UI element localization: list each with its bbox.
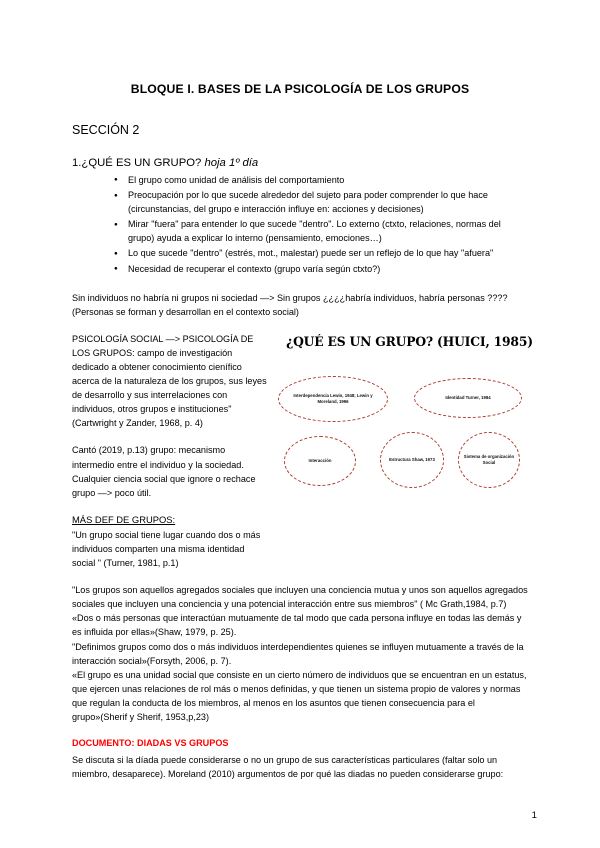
definition-turner: "Un grupo social tiene lugar cuando dos o más individuos comparten una misma identidad social " (Turner, 1981, p.1) <box>72 529 261 569</box>
diagram-node-label: Interacción <box>308 457 332 463</box>
list-item: ● Necesidad de recuperar el contexto (grupo varía según ctxto?) <box>114 263 528 277</box>
figure-title: ¿QUÉ ES UN GRUPO? (HUICI, 1985) <box>286 333 533 350</box>
question-heading-text: 1.¿QUÉ ES UN GRUPO? <box>72 156 202 169</box>
definition-shaw: «Dos o más personas que interactúan mutuamente de tal modo que cada persona influye en todas las demás y es influida por ellas»(Shaw, 1979, p. 25). <box>72 613 522 638</box>
diagram-node-estructura <box>380 432 444 488</box>
paragraph-canto: Cantó (2019, p.13) grupo: mecanismo intermedio entre el individuo y la sociedad. Cualquier ciencia social que ignore o rechace grupo —> poco útil. <box>72 445 256 498</box>
documento-body: Se discuta si la díada puede considerarse o no un grupo de sus características particulares (faltar solo un miembro, desaparece). Moreland (2010) argumentos de por qué las diadas no pueden considerarse grupo: <box>72 754 504 779</box>
figure-diagram <box>276 364 528 492</box>
list-item: ● Lo que sucede "dentro" (estrés, mot., malestar) puede ser un reflejo de lo que hay "afuera" <box>114 247 528 261</box>
bullet-list <box>72 174 528 277</box>
page-number: 1 <box>531 810 537 821</box>
paragraph-sin-individuos: Sin individuos no habría ni grupos ni sociedad —> Sin grupos ¿¿¿¿habría individuos, habría personas ????(Personas se forman y desarrollan en el contexto social) <box>72 292 508 317</box>
diagram-node-interaccion <box>284 436 356 486</box>
list-item: ● El grupo como unidad de análisis del comportamiento <box>114 174 528 188</box>
diagram-node-sistema-organizacion <box>458 432 520 488</box>
list-item: ● Preocupación por lo que sucede alrededor del sujeto para poder comprender lo que hace (circunstancias, del grupo e interacción influye en: acciones y decisiones) <box>114 189 528 217</box>
question-heading <box>72 156 528 171</box>
diagram-node-label: Interdependencia Lewin, 1948; Lewin y Moreland, 1996 <box>293 392 373 404</box>
diagram-node-label: Sistema de organización Social <box>463 453 515 465</box>
question-heading-note: hoja 1º día <box>204 156 259 169</box>
definition-sherif: «El grupo es una unidad social que consiste en un cierto número de individuos que se encuentran en un estatus, que ejercen unas relaciones de rol más o menos definidas, y que tienen un sistema propio de valores y normas que regulan la conducta de los miembros, al menos en los asuntos que tienen consecuencia para el grupo»(Sherif y Sherif, 1953,p,23) <box>72 669 527 723</box>
page-content <box>72 82 533 794</box>
figure-que-es-un-grupo <box>276 333 533 492</box>
definition-mcgrath: "Los grupos son aquellos agregados sociales que incluyen una conciencia mutua y unos son aquellos agregados sociales que incluyen una conciencia y una potencial interacción entre sus miembros" ( Mc Grath,1984, p.7) <box>72 585 528 610</box>
section-heading: SECCIÓN 2 <box>72 122 140 137</box>
diagram-node-interdependencia <box>278 376 388 422</box>
page-title: BLOQUE I. BASES DE LA PSICOLOGÍA DE LOS GRUPOS <box>130 82 470 96</box>
list-item: ● Mirar "fuera" para entender lo que sucede "dentro". Lo externo (ctxto, relaciones, normas del grupo) ayuda a explicar lo interno (pensamiento, emociones…) <box>114 218 528 246</box>
definition-forsyth: "Definimos grupos como dos o más individuos interdependientes quienes se influyen mutuamente a través de la interacción social»(Forsyth, 2006, p. 7). <box>72 641 524 666</box>
diagram-node-label: Identidad Turner, 1984 <box>445 394 491 400</box>
documento-heading: DOCUMENTO: DIADAS VS GRUPOS <box>72 738 229 749</box>
diagram-node-label: Estructura Shaw, 1973 <box>389 456 435 462</box>
subheading-mas-def: MÁS DEF DE GRUPOS: <box>72 513 176 525</box>
diagram-node-identidad <box>414 378 522 418</box>
paragraph-psicologia-social: PSICOLOGÍA SOCIAL —> PSICOLOGÍA DE LOS GRUPOS: campo de investigación dedicado a obtener conocimiento cienífico acerca de la naturaleza de los grupos, sus leyes de desarrollo y sus interrelaciones con individuos, otros grupos e instituciones" (Cartwright y Zander, 1968, p. 4) <box>72 333 267 429</box>
